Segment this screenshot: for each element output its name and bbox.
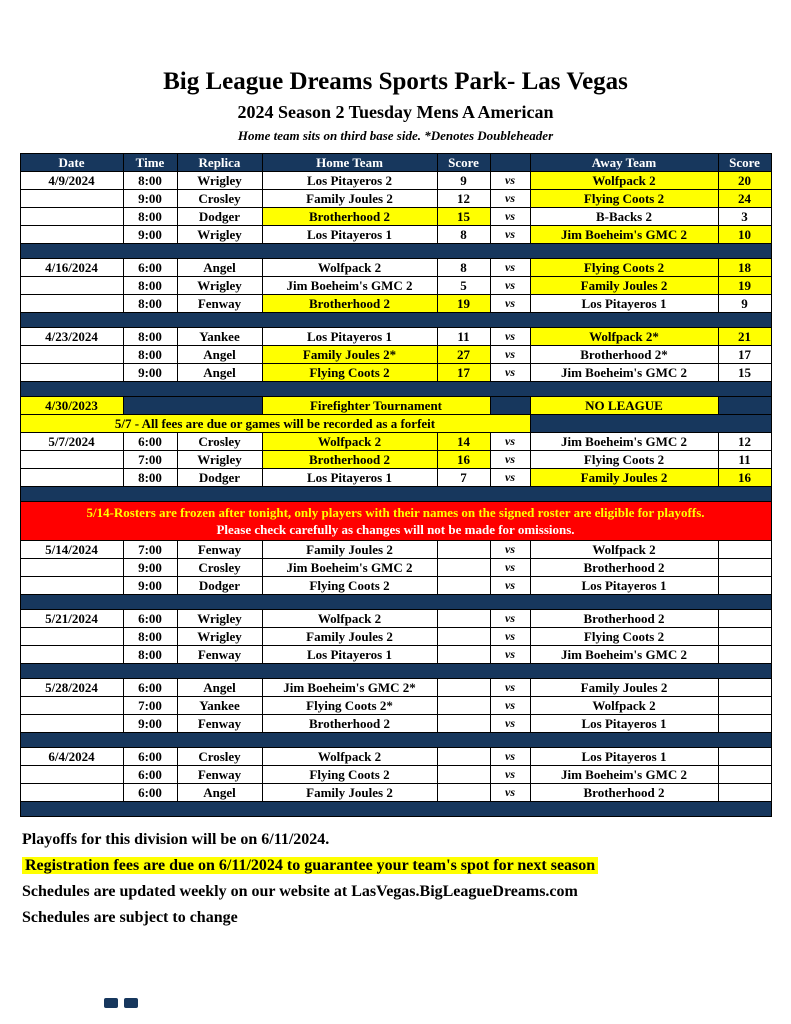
separator-row <box>20 487 771 502</box>
home-score-cell: 5 <box>437 277 490 295</box>
away-team-cell: Brotherhood 2 <box>530 610 718 628</box>
home-team-cell: Wolfpack 2 <box>262 610 437 628</box>
away-team-cell: Los Pitayeros 1 <box>530 715 718 733</box>
replica-cell: Fenway <box>177 295 262 313</box>
away-score-cell: 21 <box>718 328 771 346</box>
home-score-cell <box>437 748 490 766</box>
away-score-cell: 16 <box>718 469 771 487</box>
separator-row <box>20 595 771 610</box>
home-team-cell: Brotherhood 2 <box>262 295 437 313</box>
home-score-cell <box>437 715 490 733</box>
time-cell: 6:00 <box>123 766 177 784</box>
game-row <box>20 784 771 802</box>
home-team-cell: Wolfpack 2 <box>262 748 437 766</box>
schedule-note: Home team sits on third base side. *Denotes Doubleheader <box>237 128 554 143</box>
away-team-cell: Flying Coots 2 <box>530 628 718 646</box>
replica-cell: Wrigley <box>177 451 262 469</box>
away-team-cell: Jim Boeheim's GMC 2 <box>530 433 718 451</box>
game-row <box>20 172 771 190</box>
time-cell: 8:00 <box>123 469 177 487</box>
footer-text: Playoffs for this division will be on 6/11/2024. <box>22 831 330 848</box>
home-score-cell <box>437 646 490 664</box>
filler-cell <box>123 397 262 415</box>
replica-cell: Angel <box>177 346 262 364</box>
game-row <box>20 628 771 646</box>
date-cell: 4/16/2024 <box>20 259 123 277</box>
no-league-label: NO LEAGUE <box>530 397 718 415</box>
notice-text: 5/7 - All fees are due or games will be recorded as a forfeit <box>20 415 530 433</box>
away-team-cell: Jim Boeheim's GMC 2 <box>530 766 718 784</box>
separator-row <box>20 244 771 259</box>
game-row <box>20 346 771 364</box>
home-team-cell: Flying Coots 2 <box>262 364 437 382</box>
logo-fragment-piece <box>124 998 138 1008</box>
date-cell <box>20 697 123 715</box>
date-cell <box>20 628 123 646</box>
separator-row <box>20 733 771 748</box>
footer-line <box>22 856 791 876</box>
home-score-cell: 19 <box>437 295 490 313</box>
date-cell <box>20 559 123 577</box>
away-score-cell <box>718 715 771 733</box>
away-score-cell: 20 <box>718 172 771 190</box>
home-team-cell: Wolfpack 2 <box>262 433 437 451</box>
away-team-cell: Flying Coots 2 <box>530 259 718 277</box>
replica-cell: Crosley <box>177 433 262 451</box>
home-team-cell: Family Joules 2 <box>262 628 437 646</box>
footer-text: Schedules are updated weekly on our website at LasVegas.BigLeagueDreams.com <box>22 883 578 900</box>
home-score-cell <box>437 610 490 628</box>
away-score-cell: 12 <box>718 433 771 451</box>
date-cell <box>20 715 123 733</box>
game-row <box>20 469 771 487</box>
replica-cell: Crosley <box>177 190 262 208</box>
separator-row <box>20 802 771 817</box>
column-header-home-team: Home Team <box>262 154 437 172</box>
banner-row <box>20 502 771 541</box>
replica-cell: Dodger <box>177 577 262 595</box>
column-header-score: Score <box>718 154 771 172</box>
date-cell <box>20 346 123 364</box>
away-team-cell: Jim Boeheim's GMC 2 <box>530 646 718 664</box>
game-row <box>20 277 771 295</box>
home-score-cell: 12 <box>437 190 490 208</box>
vs-label: vs <box>490 208 530 226</box>
away-team-cell: Wolfpack 2 <box>530 172 718 190</box>
date-cell <box>20 766 123 784</box>
vs-label: vs <box>490 172 530 190</box>
home-score-cell <box>437 784 490 802</box>
time-cell: 8:00 <box>123 172 177 190</box>
separator-row <box>20 382 771 397</box>
date-cell <box>20 646 123 664</box>
time-cell: 6:00 <box>123 433 177 451</box>
away-score-cell: 9 <box>718 295 771 313</box>
separator-cell <box>20 487 771 502</box>
vs-label: vs <box>490 577 530 595</box>
home-score-cell: 14 <box>437 433 490 451</box>
replica-cell: Fenway <box>177 646 262 664</box>
home-team-cell: Flying Coots 2 <box>262 766 437 784</box>
footer-line <box>22 882 791 902</box>
date-cell <box>20 784 123 802</box>
date-cell: 5/28/2024 <box>20 679 123 697</box>
vs-label: vs <box>490 190 530 208</box>
page-subtitle: 2024 Season 2 Tuesday Mens A American <box>237 102 554 122</box>
date-cell: 5/21/2024 <box>20 610 123 628</box>
page-title: Big League Dreams Sports Park- Las Vegas <box>163 68 628 95</box>
time-cell: 9:00 <box>123 226 177 244</box>
time-cell: 8:00 <box>123 346 177 364</box>
replica-cell: Fenway <box>177 715 262 733</box>
notice-row <box>20 415 771 433</box>
home-score-cell <box>437 541 490 559</box>
game-row <box>20 559 771 577</box>
game-row <box>20 328 771 346</box>
date-cell <box>20 226 123 244</box>
home-score-cell <box>437 697 490 715</box>
time-cell: 7:00 <box>123 697 177 715</box>
game-row <box>20 433 771 451</box>
replica-cell: Wrigley <box>177 172 262 190</box>
away-team-cell: Brotherhood 2 <box>530 559 718 577</box>
game-row <box>20 679 771 697</box>
time-cell: 7:00 <box>123 541 177 559</box>
table-body <box>20 172 771 817</box>
time-cell: 8:00 <box>123 328 177 346</box>
home-score-cell <box>437 559 490 577</box>
replica-cell: Wrigley <box>177 628 262 646</box>
away-score-cell <box>718 748 771 766</box>
game-row <box>20 295 771 313</box>
time-cell: 7:00 <box>123 451 177 469</box>
replica-cell: Angel <box>177 364 262 382</box>
time-cell: 6:00 <box>123 679 177 697</box>
separator-cell <box>20 664 771 679</box>
column-header-score: Score <box>437 154 490 172</box>
separator-cell <box>20 382 771 397</box>
away-team-cell: Los Pitayeros 1 <box>530 295 718 313</box>
logo-fragment <box>104 995 144 1013</box>
time-cell: 6:00 <box>123 259 177 277</box>
time-cell: 6:00 <box>123 610 177 628</box>
table-head <box>20 154 771 172</box>
time-cell: 6:00 <box>123 748 177 766</box>
vs-label: vs <box>490 766 530 784</box>
filler-cell <box>530 415 771 433</box>
home-team-cell: Jim Boeheim's GMC 2 <box>262 559 437 577</box>
time-cell: 8:00 <box>123 628 177 646</box>
date-cell <box>20 469 123 487</box>
vs-label: vs <box>490 646 530 664</box>
away-score-cell <box>718 610 771 628</box>
away-team-cell: Los Pitayeros 1 <box>530 577 718 595</box>
away-team-cell: Brotherhood 2 <box>530 784 718 802</box>
game-row <box>20 226 771 244</box>
away-score-cell <box>718 541 771 559</box>
away-team-cell: Family Joules 2 <box>530 469 718 487</box>
away-team-cell: Wolfpack 2 <box>530 697 718 715</box>
time-cell: 9:00 <box>123 715 177 733</box>
away-team-cell: Los Pitayeros 1 <box>530 748 718 766</box>
game-row <box>20 748 771 766</box>
replica-cell: Wrigley <box>177 610 262 628</box>
home-team-cell: Brotherhood 2 <box>262 208 437 226</box>
vs-label: vs <box>490 259 530 277</box>
away-score-cell: 10 <box>718 226 771 244</box>
date-cell <box>20 190 123 208</box>
logo-fragment-piece <box>104 998 118 1008</box>
vs-label: vs <box>490 295 530 313</box>
date-cell <box>20 577 123 595</box>
home-team-cell: Wolfpack 2 <box>262 259 437 277</box>
home-team-cell: Los Pitayeros 1 <box>262 469 437 487</box>
away-score-cell <box>718 646 771 664</box>
game-row <box>20 577 771 595</box>
away-score-cell: 18 <box>718 259 771 277</box>
tournament-row <box>20 397 771 415</box>
game-row <box>20 190 771 208</box>
separator-row <box>20 313 771 328</box>
date-cell: 5/14/2024 <box>20 541 123 559</box>
vs-label: vs <box>490 628 530 646</box>
home-score-cell: 16 <box>437 451 490 469</box>
away-score-cell <box>718 559 771 577</box>
replica-cell: Wrigley <box>177 277 262 295</box>
separator-cell <box>20 595 771 610</box>
home-team-cell: Jim Boeheim's GMC 2 <box>262 277 437 295</box>
away-score-cell: 17 <box>718 346 771 364</box>
vs-label: vs <box>490 364 530 382</box>
away-score-cell <box>718 577 771 595</box>
game-row <box>20 208 771 226</box>
vs-label: vs <box>490 679 530 697</box>
time-cell: 8:00 <box>123 277 177 295</box>
game-row <box>20 364 771 382</box>
home-team-cell: Flying Coots 2 <box>262 577 437 595</box>
home-team-cell: Los Pitayeros 1 <box>262 328 437 346</box>
separator-cell <box>20 244 771 259</box>
replica-cell: Dodger <box>177 469 262 487</box>
game-row <box>20 451 771 469</box>
time-cell: 6:00 <box>123 784 177 802</box>
home-score-cell: 15 <box>437 208 490 226</box>
time-cell: 8:00 <box>123 295 177 313</box>
home-score-cell <box>437 679 490 697</box>
away-score-cell <box>718 766 771 784</box>
away-team-cell: Flying Coots 2 <box>530 451 718 469</box>
away-score-cell: 15 <box>718 364 771 382</box>
home-score-cell: 17 <box>437 364 490 382</box>
time-cell: 8:00 <box>123 208 177 226</box>
away-score-cell: 3 <box>718 208 771 226</box>
date-cell: 4/9/2024 <box>20 172 123 190</box>
home-team-cell: Brotherhood 2 <box>262 451 437 469</box>
away-score-cell: 19 <box>718 277 771 295</box>
date-cell <box>20 295 123 313</box>
replica-cell: Dodger <box>177 208 262 226</box>
vs-label: vs <box>490 346 530 364</box>
vs-label: vs <box>490 433 530 451</box>
game-row <box>20 259 771 277</box>
game-row <box>20 715 771 733</box>
time-cell: 9:00 <box>123 364 177 382</box>
game-row <box>20 646 771 664</box>
footer-text: Registration fees are due on 6/11/2024 to guarantee your team's spot for next season <box>22 857 598 874</box>
header-row <box>20 154 771 172</box>
away-team-cell: Jim Boeheim's GMC 2 <box>530 226 718 244</box>
home-team-cell: Family Joules 2 <box>262 190 437 208</box>
replica-cell: Yankee <box>177 697 262 715</box>
footer-line <box>22 908 791 928</box>
home-team-cell: Family Joules 2 <box>262 784 437 802</box>
home-team-cell: Brotherhood 2 <box>262 715 437 733</box>
date-cell: 4/23/2024 <box>20 328 123 346</box>
vs-label: vs <box>490 559 530 577</box>
vs-label: vs <box>490 784 530 802</box>
replica-cell: Angel <box>177 784 262 802</box>
date-cell: 6/4/2024 <box>20 748 123 766</box>
away-team-cell: Flying Coots 2 <box>530 190 718 208</box>
vs-label: vs <box>490 328 530 346</box>
separator-row <box>20 664 771 679</box>
footer <box>22 830 791 928</box>
home-team-cell: Flying Coots 2* <box>262 697 437 715</box>
replica-cell: Crosley <box>177 559 262 577</box>
banner-line-2: Please check carefully as changes will not be made for omissions. <box>216 522 575 537</box>
filler-cell <box>490 397 530 415</box>
home-score-cell: 7 <box>437 469 490 487</box>
column-header-date: Date <box>20 154 123 172</box>
date-cell: 4/30/2023 <box>20 397 123 415</box>
vs-label: vs <box>490 610 530 628</box>
vs-label: vs <box>490 541 530 559</box>
vs-label: vs <box>490 469 530 487</box>
separator-cell <box>20 313 771 328</box>
replica-cell: Yankee <box>177 328 262 346</box>
home-score-cell: 8 <box>437 226 490 244</box>
home-score-cell: 27 <box>437 346 490 364</box>
home-team-cell: Family Joules 2* <box>262 346 437 364</box>
footer-text: Schedules are subject to change <box>22 909 238 926</box>
vs-label: vs <box>490 748 530 766</box>
vs-label: vs <box>490 715 530 733</box>
time-cell: 8:00 <box>123 646 177 664</box>
column-header-away-team: Away Team <box>530 154 718 172</box>
date-cell <box>20 364 123 382</box>
separator-cell <box>20 802 771 817</box>
away-score-cell <box>718 697 771 715</box>
home-score-cell <box>437 628 490 646</box>
date-cell <box>20 277 123 295</box>
tournament-label: Firefighter Tournament <box>262 397 490 415</box>
game-row <box>20 766 771 784</box>
vs-label: vs <box>490 451 530 469</box>
replica-cell: Fenway <box>177 541 262 559</box>
away-team-cell: Brotherhood 2* <box>530 346 718 364</box>
away-team-cell: Family Joules 2 <box>530 277 718 295</box>
away-team-cell: B-Backs 2 <box>530 208 718 226</box>
date-cell: 5/7/2024 <box>20 433 123 451</box>
replica-cell: Fenway <box>177 766 262 784</box>
home-score-cell: 11 <box>437 328 490 346</box>
home-team-cell: Jim Boeheim's GMC 2* <box>262 679 437 697</box>
game-row <box>20 541 771 559</box>
date-cell <box>20 451 123 469</box>
away-team-cell: Wolfpack 2 <box>530 541 718 559</box>
replica-cell: Angel <box>177 679 262 697</box>
column-header-time: Time <box>123 154 177 172</box>
filler-cell <box>718 397 771 415</box>
game-row <box>20 697 771 715</box>
home-score-cell: 9 <box>437 172 490 190</box>
home-team-cell: Los Pitayeros 2 <box>262 172 437 190</box>
game-row <box>20 610 771 628</box>
home-score-cell: 8 <box>437 259 490 277</box>
away-score-cell <box>718 679 771 697</box>
schedule-table <box>20 153 772 817</box>
time-cell: 9:00 <box>123 190 177 208</box>
away-score-cell <box>718 628 771 646</box>
separator-cell <box>20 733 771 748</box>
replica-cell: Angel <box>177 259 262 277</box>
column-header-vs <box>490 154 530 172</box>
vs-label: vs <box>490 697 530 715</box>
banner-line-1: 5/14-Rosters are frozen after tonight, only players with their names on the signed roster are eligible for playoffs. <box>86 505 705 520</box>
away-score-cell <box>718 784 771 802</box>
away-team-cell: Jim Boeheim's GMC 2 <box>530 364 718 382</box>
away-team-cell: Family Joules 2 <box>530 679 718 697</box>
home-score-cell <box>437 577 490 595</box>
home-team-cell: Los Pitayeros 1 <box>262 646 437 664</box>
time-cell: 9:00 <box>123 577 177 595</box>
replica-cell: Crosley <box>177 748 262 766</box>
column-header-replica: Replica <box>177 154 262 172</box>
replica-cell: Wrigley <box>177 226 262 244</box>
home-score-cell <box>437 766 490 784</box>
banner-cell <box>20 502 771 541</box>
away-team-cell: Wolfpack 2* <box>530 328 718 346</box>
home-team-cell: Family Joules 2 <box>262 541 437 559</box>
home-team-cell: Los Pitayeros 1 <box>262 226 437 244</box>
time-cell: 9:00 <box>123 559 177 577</box>
vs-label: vs <box>490 226 530 244</box>
date-cell <box>20 208 123 226</box>
away-score-cell: 24 <box>718 190 771 208</box>
footer-line <box>22 830 791 850</box>
vs-label: vs <box>490 277 530 295</box>
away-score-cell: 11 <box>718 451 771 469</box>
